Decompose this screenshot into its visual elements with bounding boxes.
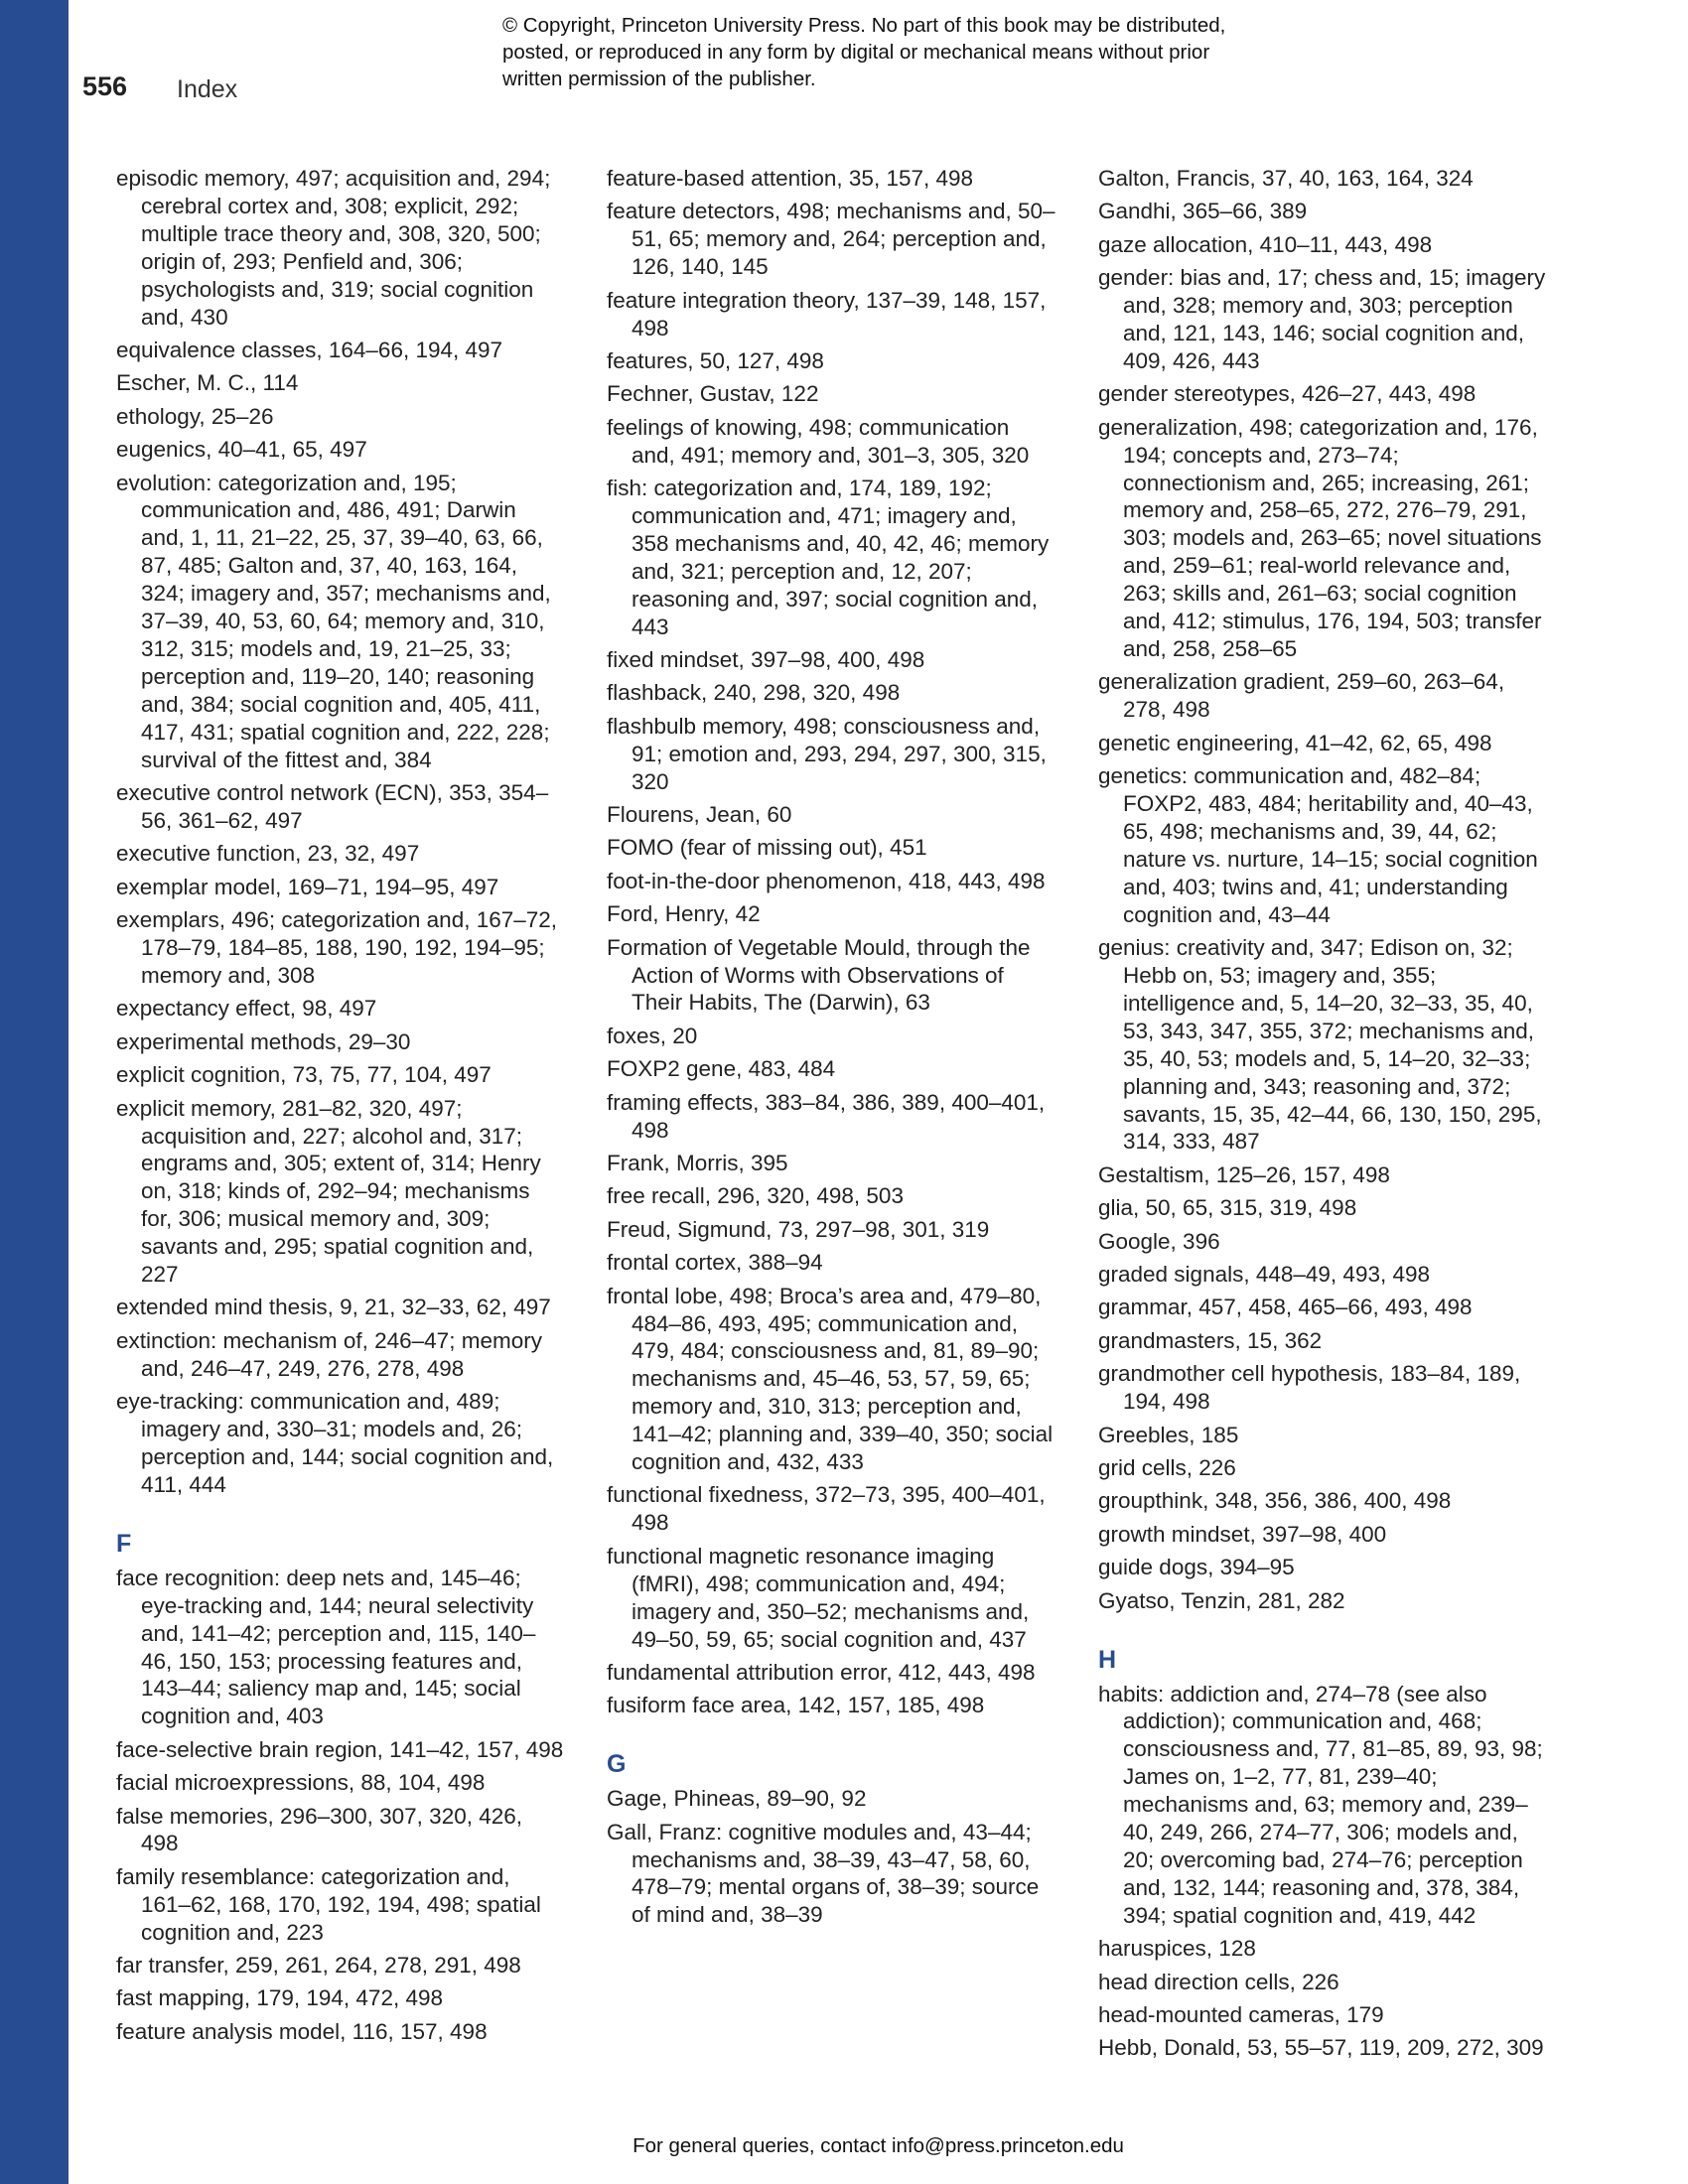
left-color-bar [0, 0, 69, 2184]
index-entry: equivalence classes, 164–66, 194, 497 [116, 337, 503, 362]
index-entry: exemplars, 496; categorization and, 167–72, 178–79, 184–85, 188, 190, 192, 194–95; memory and, 308 [116, 907, 558, 988]
index-column-2 [607, 165, 1055, 1935]
footer-contact: For general queries, contact info@press.princeton.edu [633, 2134, 1124, 2157]
index-entry: fish: categorization and, 174, 189, 192; communication and, 471; imagery and, 358 mechanisms and, 40, 42, 46; memory and, 321; perception and, 12, 207; reasoning and, 397; social cognition and, 443 [607, 476, 1050, 639]
index-entry: Formation of Vegetable Mould, through the Action of Worms with Observations of Their Habits, The (Darwin), 63 [607, 934, 1031, 1016]
index-entry: feelings of knowing, 498; communication and, 491; memory and, 301–3, 305, 320 [607, 414, 1030, 468]
running-head: Index [177, 75, 238, 103]
index-entry: head-mounted cameras, 179 [1098, 2001, 1384, 2027]
index-entry: experimental methods, 29–30 [116, 1028, 411, 1054]
section-letter: F [116, 1529, 132, 1558]
index-entry: glia, 50, 65, 315, 319, 498 [1098, 1195, 1357, 1221]
index-column-3 [1098, 165, 1547, 2068]
index-entry: exemplar model, 169–71, 194–95, 497 [116, 874, 499, 899]
section-letter: H [1098, 1645, 1117, 1674]
index-entry: Hebb, Donald, 53, 55–57, 119, 209, 272, 309 [1098, 2035, 1544, 2061]
index-entry: grandmasters, 15, 362 [1098, 1327, 1323, 1353]
index-entry: gender stereotypes, 426–27, 443, 498 [1098, 381, 1477, 407]
index-entry: false memories, 296–300, 307, 320, 426, 498 [116, 1803, 523, 1856]
index-entry: family resemblance: categorization and, 161–62, 168, 170, 192, 194, 498; spatial cognition and, 223 [116, 1863, 541, 1945]
index-entry: Freud, Sigmund, 73, 297–98, 301, 319 [607, 1216, 990, 1242]
index-entry: Gage, Phineas, 89–90, 92 [607, 1786, 867, 1812]
index-entry: fusiform face area, 142, 157, 185, 498 [607, 1693, 985, 1718]
index-entry: foot-in-the-door phenomenon, 418, 443, 498 [607, 868, 1046, 893]
index-entry: executive control network (ECN), 353, 354–56, 361–62, 497 [116, 780, 549, 833]
index-entry: gaze allocation, 410–11, 443, 498 [1098, 231, 1433, 257]
index-entry: features, 50, 127, 498 [607, 347, 824, 373]
index-entry: feature detectors, 498; mechanisms and, 50–51, 65; memory and, 264; perception and, 126, 140, 145 [607, 199, 1055, 280]
index-entry: framing effects, 383–84, 386, 389, 400–401, 498 [607, 1089, 1046, 1143]
index-entry: fixed mindset, 397–98, 400, 498 [607, 647, 925, 672]
index-entry: eugenics, 40–41, 65, 497 [116, 437, 367, 463]
index-entry: gender: bias and, 17; chess and, 15; imagery and, 328; memory and, 303; perception and, 121, 143, 146; social cognition and, 409, 426, 443 [1098, 265, 1546, 373]
copyright-notice: © Copyright, Princeton University Press. No part of this book may be distributed, posted, or reproduced in any form by digital or mechanical means without prior written permission of the publisher. [502, 14, 1226, 90]
index-entry: genetics: communication and, 482–84; FOXP2, 483, 484; heritability and, 40–43, 65, 498; mechanisms and, 39, 44, 62; nature vs. nurture, 14–15; social cognition and, 403; twins and, 41; understanding cognition and, 43–44 [1098, 763, 1538, 927]
index-entry: expectancy effect, 98, 497 [116, 996, 377, 1022]
index-column-1 [116, 165, 565, 2051]
section-letter: G [607, 1750, 627, 1779]
index-entry: feature integration theory, 137–39, 148, 157, 498 [607, 287, 1047, 341]
index-entry: facial microexpressions, 88, 104, 498 [116, 1770, 486, 1796]
index-entry: Gandhi, 365–66, 389 [1098, 199, 1308, 224]
index-entry: free recall, 296, 320, 498, 503 [607, 1183, 904, 1209]
index-entry: FOMO (fear of missing out), 451 [607, 835, 927, 861]
footer [0, 2134, 1688, 2158]
index-entry: flashbulb memory, 498; consciousness and, 91; emotion and, 293, 294, 297, 300, 315, 320 [607, 713, 1047, 794]
index-entry: episodic memory, 497; acquisition and, 294; cerebral cortex and, 308; explicit, 292; multiple trace theory and, 308, 320, 500; origin of, 293; Penfield and, 306; psychologists and, 319; social cognition and, 430 [116, 166, 551, 330]
index-entry: haruspices, 128 [1098, 1936, 1256, 1962]
index-entry: Fechner, Gustav, 122 [607, 381, 819, 407]
index-entry: Gall, Franz: cognitive modules and, 43–44; mechanisms and, 38–39, 43–47, 58, 60, 478–79; mental organs of, 38–39; source of mind and, 38–39 [607, 1819, 1040, 1928]
index-entry: Greebles, 185 [1098, 1422, 1239, 1447]
index-entry: Google, 396 [1098, 1228, 1220, 1254]
index-entry: generalization gradient, 259–60, 263–64, 278, 498 [1098, 669, 1505, 723]
index-entry: generalization, 498; categorization and, 176, 194; concepts and, 273–74; connectionism and, 265; increasing, 261; memory and, 258–65, 272, 276–79, 291, 303; models and, 263–65; novel situations and, 259–61; real-world relevance and, 263; skills and, 261–63; social cognition and, 412; stimulus, 176, 194, 503; transfer and, 258, 258–65 [1098, 414, 1542, 661]
index-entry: functional magnetic resonance imaging (fMRI), 498; communication and, 494; imagery and, 350–52; mechanisms and, 49–50, 59, 65; social cognition and, 437 [607, 1543, 1030, 1652]
index-entry: fast mapping, 179, 194, 472, 498 [116, 1985, 443, 2011]
index-entry: habits: addiction and, 274–78 (see also addiction); communication and, 468; consciousness and, 77, 81–85, 89, 93, 98; James on, 1–2, 77, 81, 239–40; mechanisms and, 63; memory and, 239–40, 249, 266, 274–77, 306; models and, 20; overcoming bad, 274–76; perception and, 132, 144; reasoning and, 378, 384, 394; spatial cognition and, 419, 442 [1098, 1681, 1543, 1928]
index-entry: extended mind thesis, 9, 21, 32–33, 62, 497 [116, 1295, 551, 1320]
index-entry: genius: creativity and, 347; Edison on, 32; Hebb on, 53; imagery and, 355; intelligence and, 5, 14–20, 32–33, 35, 40, 53, 343, 347, 355, 372; mechanisms and, 35, 40, 53; models and, 5, 14–20, 32–33; planning and, 343; reasoning and, 372; savants, 15, 35, 42–44, 66, 130, 150, 295, 314, 333, 487 [1098, 935, 1542, 1155]
index-entry: face recognition: deep nets and, 145–46; eye-tracking and, 144; neural selectivity and, 141–42; perception and, 115, 140–46, 150, 153; processing features and, 143–44; saliency map and, 145; social cognition and, 403 [116, 1565, 536, 1729]
index-entry: evolution: categorization and, 195; communication and, 486, 491; Darwin and, 1, 11, 21–22, 25, 37, 39–40, 63, 66, 87, 485; Galton and, 37, 40, 163, 164, 324; imagery and, 357; mechanisms and, 37–39, 40, 53, 60, 64; memory and, 310, 312, 315; models and, 19, 21–25, 33; perception and, 119–20, 140; reasoning and, 384; social cognition and, 405, 411, 417, 431; spatial cognition and, 222, 228; survival of the fittest and, 384 [116, 470, 551, 772]
index-entry: flashback, 240, 298, 320, 498 [607, 680, 901, 706]
index-entry: Galton, Francis, 37, 40, 163, 164, 324 [1098, 166, 1474, 191]
index-entry: functional fixedness, 372–73, 395, 400–401, 498 [607, 1482, 1046, 1536]
index-entry: ethology, 25–26 [116, 403, 274, 429]
index-entry: feature-based attention, 35, 157, 498 [607, 166, 974, 191]
index-entry: far transfer, 259, 261, 264, 278, 291, 498 [116, 1953, 521, 1979]
index-entry: eye-tracking: communication and, 489; imagery and, 330–31; models and, 26; perception and, 144; social cognition and, 411, 444 [116, 1389, 554, 1497]
index-entry: explicit memory, 281–82, 320, 497; acquisition and, 227; alcohol and, 317; engrams and, 305; extent of, 314; Henry on, 318; kinds of, 292–94; mechanisms for, 306; musical memory and, 309; savants and, 295; spatial cognition and, 227 [116, 1095, 541, 1288]
index-entry: grammar, 457, 458, 465–66, 493, 498 [1098, 1295, 1473, 1320]
index-entry: groupthink, 348, 356, 386, 400, 498 [1098, 1488, 1452, 1514]
index-entry: genetic engineering, 41–42, 62, 65, 498 [1098, 730, 1492, 755]
index-entry: frontal cortex, 388–94 [607, 1250, 823, 1276]
index-entry: growth mindset, 397–98, 400 [1098, 1521, 1387, 1547]
index-entry: Escher, M. C., 114 [116, 370, 299, 396]
index-entry: head direction cells, 226 [1098, 1969, 1339, 1994]
index-entry: face-selective brain region, 141–42, 157, 498 [116, 1736, 564, 1762]
index-entry: Ford, Henry, 42 [607, 901, 761, 927]
index-entry: FOXP2 gene, 483, 484 [607, 1056, 836, 1082]
index-entry: grandmother cell hypothesis, 183–84, 189, 194, 498 [1098, 1361, 1521, 1415]
index-entry: feature analysis model, 116, 157, 498 [116, 2018, 488, 2044]
index-entry: Flourens, Jean, 60 [607, 802, 792, 828]
page-number: 556 [82, 71, 128, 101]
index-entry: foxes, 20 [607, 1023, 698, 1048]
index-entry: Gyatso, Tenzin, 281, 282 [1098, 1587, 1345, 1613]
index-entry: explicit cognition, 73, 75, 77, 104, 497 [116, 1062, 492, 1088]
index-entry: Gestaltism, 125–26, 157, 498 [1098, 1161, 1390, 1187]
index-entry: fundamental attribution error, 412, 443, 498 [607, 1659, 1036, 1685]
index-entry: executive function, 23, 32, 497 [116, 841, 420, 867]
index-entry: frontal lobe, 498; Broca’s area and, 479–80, 484–86, 493, 495; communication and, 479, 484; consciousness and, 81, 89–90; mechanisms and, 45–46, 53, 57, 59, 65; memory and, 310, 313; perception and, 141–42; planning and, 339–40, 350; social cognition and, 432, 433 [607, 1283, 1054, 1475]
index-entry: guide dogs, 394–95 [1098, 1555, 1295, 1580]
index-entry: extinction: mechanism of, 246–47; memory and, 246–47, 249, 276, 278, 498 [116, 1327, 542, 1381]
index-entry: graded signals, 448–49, 493, 498 [1098, 1262, 1431, 1288]
index-entry: grid cells, 226 [1098, 1454, 1236, 1480]
index-entry: Frank, Morris, 395 [607, 1151, 788, 1175]
